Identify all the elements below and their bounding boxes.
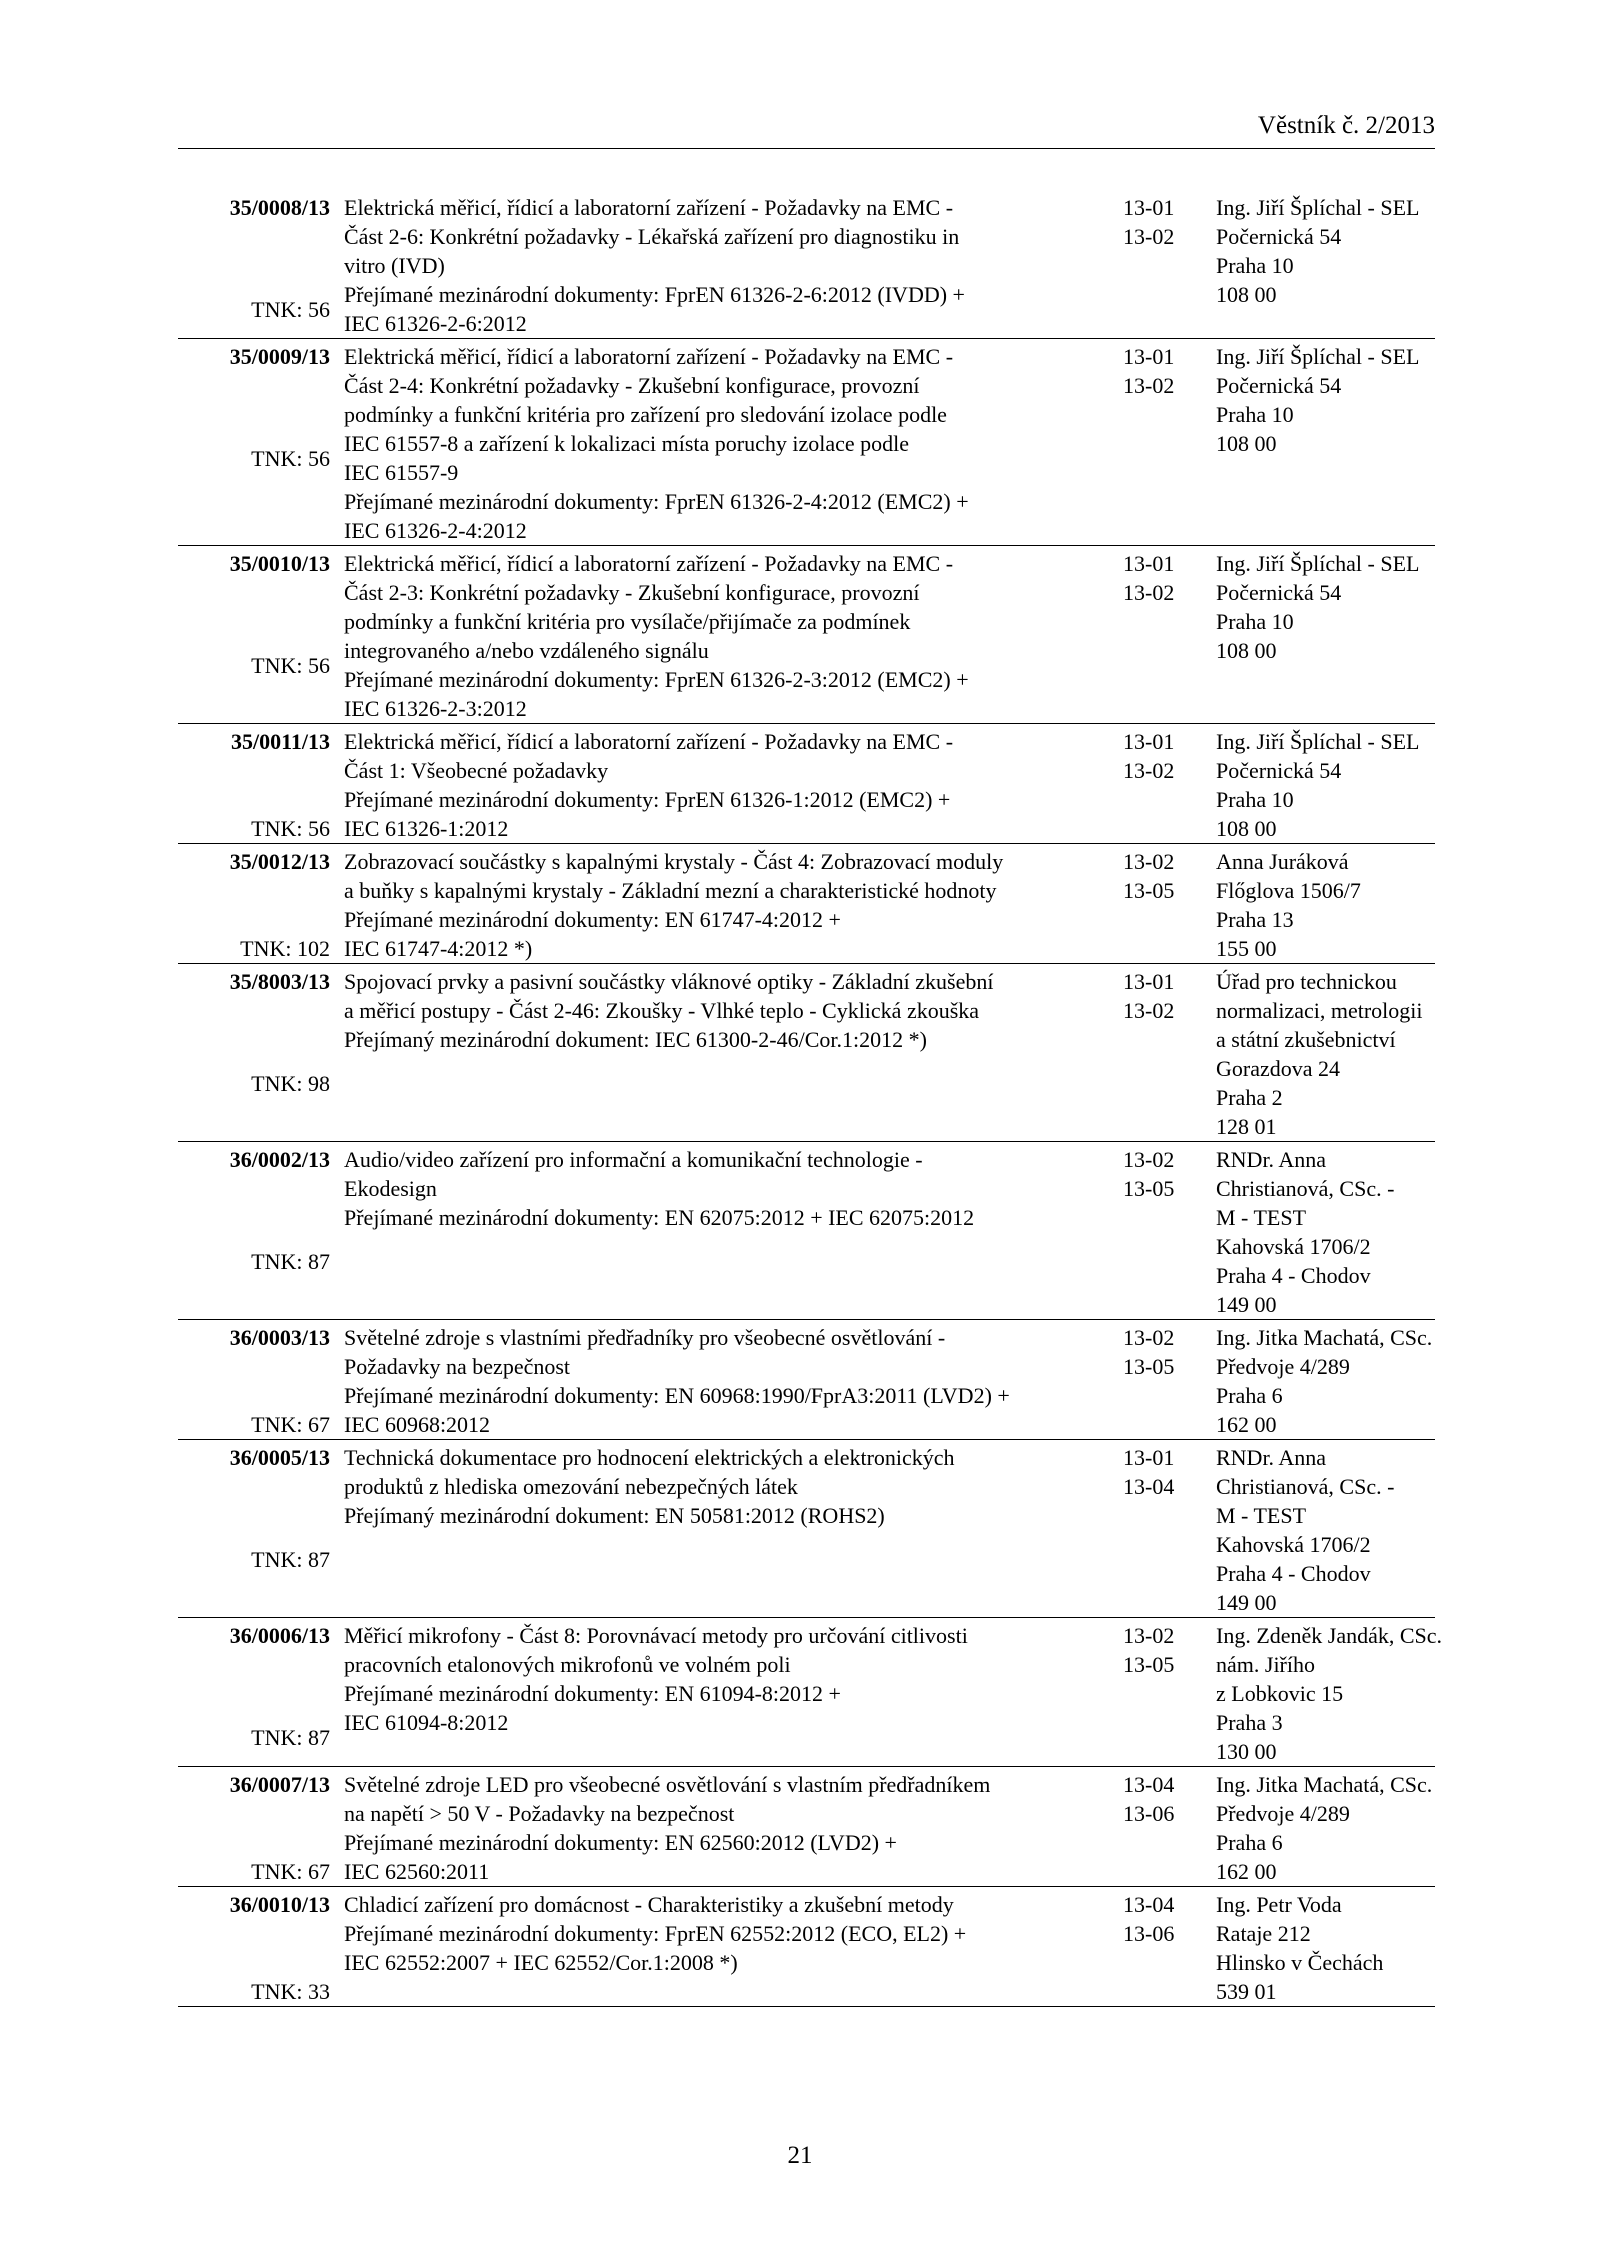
tnk-number: TNK: 33 xyxy=(251,1979,330,2004)
contact-line: Gorazdova 24 xyxy=(1216,1056,1341,1081)
date-value: 13-02 xyxy=(1123,373,1175,398)
contact-line: a státní zkušebnictví xyxy=(1216,1027,1396,1052)
contact-line: Praha 4 - Chodov xyxy=(1216,1263,1371,1288)
date-value: 13-01 xyxy=(1123,969,1175,994)
tnk-number: TNK: 87 xyxy=(251,1724,330,1750)
table-row xyxy=(178,1618,1435,1767)
description-line: a buňky s kapalnými krystaly - Základní mezní a charakteristické hodnoty xyxy=(344,878,997,903)
standard-number: 35/0008/13 xyxy=(229,195,330,220)
contact-line: Předvoje 4/289 xyxy=(1216,1354,1350,1379)
contact-line: Ing. Jiří Šplíchal - SEL xyxy=(1216,551,1420,576)
description-line: Světelné zdroje s vlastními předřadníky pro všeobecné osvětlování - xyxy=(344,1325,946,1350)
contact-line: Praha 2 xyxy=(1216,1085,1283,1110)
standard-description-cell xyxy=(344,1142,1096,1320)
standard-number: 36/0006/13 xyxy=(229,1623,330,1648)
tnk-number: TNK: 67 xyxy=(251,1412,330,1437)
dates-cell xyxy=(1096,1767,1216,1887)
standard-description-cell xyxy=(344,724,1096,844)
date-value: 13-01 xyxy=(1123,344,1175,369)
standard-id-cell xyxy=(178,546,344,724)
contact-line: Počernická 54 xyxy=(1216,224,1342,249)
contact-line: Rataje 212 xyxy=(1216,1921,1311,1946)
contact-line: M - TEST xyxy=(1216,1205,1307,1230)
description-line: Přejímaný mezinárodní dokument: EN 50581:2012 (ROHS2) xyxy=(344,1503,885,1528)
dates-cell xyxy=(1096,1618,1216,1767)
dates-cell xyxy=(1096,724,1216,844)
description-line: Přejímané mezinárodní dokumenty: FprEN 62552:2012 (ECO, EL2) + xyxy=(344,1921,967,1946)
description-line: Spojovací prvky a pasivní součástky vláknové optiky - Základní zkušební xyxy=(344,969,994,994)
date-value: 13-05 xyxy=(1123,1354,1175,1379)
contact-line: Předvoje 4/289 xyxy=(1216,1801,1350,1826)
contact-line: 108 00 xyxy=(1216,816,1277,841)
table-row xyxy=(178,546,1435,724)
page-header xyxy=(178,110,1435,149)
description-line: IEC 61747-4:2012 *) xyxy=(344,936,533,961)
table-row xyxy=(178,964,1435,1142)
date-value: 13-02 xyxy=(1123,1623,1175,1648)
table-row xyxy=(178,339,1435,546)
contact-line: Christianová, CSc. - xyxy=(1216,1176,1395,1201)
description-line: Světelné zdroje LED pro všeobecné osvětlování s vlastním předřadníkem xyxy=(344,1772,991,1797)
contact-line: 155 00 xyxy=(1216,936,1277,961)
standard-description-cell xyxy=(344,187,1096,339)
contact-line: Hlinsko v Čechách xyxy=(1216,1950,1384,1975)
description-line: vitro (IVD) xyxy=(344,253,445,278)
description-line: Přejímané mezinárodní dokumenty: EN 62075:2012 + IEC 62075:2012 xyxy=(344,1205,975,1230)
tnk-number: TNK: 56 xyxy=(251,445,330,471)
description-line: IEC 61326-2-4:2012 xyxy=(344,518,527,543)
dates-cell xyxy=(1096,187,1216,339)
contact-line: RNDr. Anna xyxy=(1216,1445,1326,1470)
date-value: 13-02 xyxy=(1123,1325,1175,1350)
description-line: IEC 61557-8 a zařízení k lokalizaci místa poruchy izolace podle xyxy=(344,431,910,456)
contact-cell xyxy=(1216,339,1435,546)
description-line: IEC 62552:2007 + IEC 62552/Cor.1:2008 *) xyxy=(344,1950,738,1975)
contact-line: 108 00 xyxy=(1216,282,1277,307)
contact-line: Počernická 54 xyxy=(1216,758,1342,783)
dates-cell xyxy=(1096,1887,1216,2007)
contact-line: Praha 13 xyxy=(1216,907,1294,932)
contact-cell xyxy=(1216,546,1435,724)
contact-line: Počernická 54 xyxy=(1216,373,1342,398)
description-line: na napětí > 50 V - Požadavky na bezpečnost xyxy=(344,1801,735,1826)
contact-line: 149 00 xyxy=(1216,1590,1277,1615)
tnk-number: TNK: 98 xyxy=(251,1070,330,1096)
table-row xyxy=(178,1142,1435,1320)
description-line: pracovních etalonových mikrofonů ve volném poli xyxy=(344,1652,791,1677)
standard-number: 35/0010/13 xyxy=(229,551,330,576)
contact-cell xyxy=(1216,844,1435,964)
contact-line: z Lobkovic 15 xyxy=(1216,1681,1344,1706)
contact-line: 128 01 xyxy=(1216,1114,1277,1139)
standard-id-cell xyxy=(178,1767,344,1887)
description-line: Elektrická měřicí, řídicí a laboratorní zařízení - Požadavky na EMC - xyxy=(344,551,954,576)
standard-description-cell xyxy=(344,1887,1096,2007)
date-value: 13-05 xyxy=(1123,1652,1175,1677)
table-row xyxy=(178,1887,1435,2007)
standard-id-cell xyxy=(178,1320,344,1440)
date-value: 13-01 xyxy=(1123,195,1175,220)
standard-description-cell xyxy=(344,964,1096,1142)
standard-number: 35/0012/13 xyxy=(229,849,330,874)
description-line: Přejímané mezinárodní dokumenty: FprEN 61326-1:2012 (EMC2) + xyxy=(344,787,951,812)
contact-line: Ing. Jiří Šplíchal - SEL xyxy=(1216,195,1420,220)
description-line: podmínky a funkční kritéria pro vysílače/přijímače za podmínek xyxy=(344,609,911,634)
date-value: 13-05 xyxy=(1123,878,1175,903)
standard-id-cell xyxy=(178,724,344,844)
standard-description-cell xyxy=(344,1440,1096,1618)
contact-cell xyxy=(1216,1320,1435,1440)
contact-line: 539 01 xyxy=(1216,1979,1277,2004)
dates-cell xyxy=(1096,339,1216,546)
description-line: Elektrická měřicí, řídicí a laboratorní zařízení - Požadavky na EMC - xyxy=(344,195,954,220)
description-line: podmínky a funkční kritéria pro zařízení pro sledování izolace podle xyxy=(344,402,947,427)
description-line: Přejímané mezinárodní dokumenty: EN 62560:2012 (LVD2) + xyxy=(344,1830,897,1855)
description-line: IEC 61326-2-6:2012 xyxy=(344,311,527,336)
contact-line: M - TEST xyxy=(1216,1503,1307,1528)
tnk-number: TNK: 102 xyxy=(240,936,330,961)
contact-cell xyxy=(1216,1767,1435,1887)
contact-line: Praha 10 xyxy=(1216,787,1294,812)
description-line: IEC 61094-8:2012 xyxy=(344,1710,509,1735)
contact-line: 149 00 xyxy=(1216,1292,1277,1317)
contact-cell xyxy=(1216,187,1435,339)
date-value: 13-01 xyxy=(1123,551,1175,576)
description-line: Přejímané mezinárodní dokumenty: FprEN 61326-2-6:2012 (IVDD) + xyxy=(344,282,965,307)
date-value: 13-02 xyxy=(1123,849,1175,874)
standard-number: 36/0005/13 xyxy=(229,1445,330,1470)
page-number: 21 xyxy=(787,2142,813,2169)
description-line: Elektrická měřicí, řídicí a laboratorní zařízení - Požadavky na EMC - xyxy=(344,344,954,369)
standard-number: 35/8003/13 xyxy=(229,969,330,994)
bulletin-title: Věstník č. 2/2013 xyxy=(1257,112,1435,139)
standards-table xyxy=(178,187,1443,2007)
contact-line: Praha 6 xyxy=(1216,1383,1283,1408)
table-row xyxy=(178,724,1435,844)
contact-line: Ing. Jitka Machatá, CSc. xyxy=(1216,1772,1433,1797)
contact-cell xyxy=(1216,724,1435,844)
description-line: Technická dokumentace pro hodnocení elektrických a elektronických xyxy=(344,1445,955,1470)
standard-description-cell xyxy=(344,1618,1096,1767)
date-value: 13-05 xyxy=(1123,1176,1175,1201)
contact-line: Praha 10 xyxy=(1216,402,1294,427)
date-value: 13-02 xyxy=(1123,224,1175,249)
description-line: IEC 61326-2-3:2012 xyxy=(344,696,527,721)
dates-cell xyxy=(1096,964,1216,1142)
contact-line: Kahovská 1706/2 xyxy=(1216,1234,1371,1259)
contact-line: Praha 10 xyxy=(1216,253,1294,278)
description-line: Přejímané mezinárodní dokumenty: EN 60968:1990/FprA3:2011 (LVD2) + xyxy=(344,1383,1010,1408)
date-value: 13-01 xyxy=(1123,729,1175,754)
tnk-number: TNK: 56 xyxy=(251,816,330,841)
description-line: a měřicí postupy - Část 2-46: Zkoušky - Vlhké teplo - Cyklická zkouška xyxy=(344,998,980,1023)
standard-id-cell xyxy=(178,187,344,339)
contact-line: 108 00 xyxy=(1216,638,1277,663)
contact-line: Anna Juráková xyxy=(1216,849,1349,874)
contact-line: Flőglova 1506/7 xyxy=(1216,878,1361,903)
standard-description-cell xyxy=(344,1767,1096,1887)
description-line: Přejímané mezinárodní dokumenty: EN 61747-4:2012 + xyxy=(344,907,841,932)
tnk-number: TNK: 56 xyxy=(251,652,330,678)
contact-line: 130 00 xyxy=(1216,1739,1277,1764)
table-row xyxy=(178,187,1435,339)
description-line: Chladicí zařízení pro domácnost - Charakteristiky a zkušební metody xyxy=(344,1892,954,1917)
contact-line: Ing. Jitka Machatá, CSc. xyxy=(1216,1325,1433,1350)
date-value: 13-02 xyxy=(1123,580,1175,605)
table-row xyxy=(178,1767,1435,1887)
contact-line: 162 00 xyxy=(1216,1412,1277,1437)
standard-id-cell xyxy=(178,1887,344,2007)
standard-id-cell xyxy=(178,1618,344,1767)
contact-line: Praha 3 xyxy=(1216,1710,1283,1735)
standard-number: 36/0010/13 xyxy=(229,1892,330,1917)
dates-cell xyxy=(1096,1142,1216,1320)
table-row xyxy=(178,844,1435,964)
contact-line: normalizaci, metrologii xyxy=(1216,998,1423,1023)
date-value: 13-01 xyxy=(1123,1445,1175,1470)
contact-line: 108 00 xyxy=(1216,431,1277,456)
date-value: 13-06 xyxy=(1123,1921,1175,1946)
contact-line: RNDr. Anna xyxy=(1216,1147,1326,1172)
description-line: Část 2-6: Konkrétní požadavky - Lékařská zařízení pro diagnostiku in xyxy=(344,224,960,249)
standard-id-cell xyxy=(178,844,344,964)
description-line: IEC 60968:2012 xyxy=(344,1412,491,1437)
tnk-number: TNK: 67 xyxy=(251,1859,330,1884)
standard-id-cell xyxy=(178,339,344,546)
standard-number: 35/0011/13 xyxy=(230,729,330,754)
standard-description-cell xyxy=(344,1320,1096,1440)
standard-description-cell xyxy=(344,546,1096,724)
description-line: IEC 62560:2011 xyxy=(344,1859,490,1884)
contact-line: Ing. Jiří Šplíchal - SEL xyxy=(1216,344,1420,369)
date-value: 13-02 xyxy=(1123,1147,1175,1172)
description-line: Část 2-3: Konkrétní požadavky - Zkušební konfigurace, provozní xyxy=(344,580,920,605)
contact-line: Praha 10 xyxy=(1216,609,1294,634)
standard-number: 36/0007/13 xyxy=(229,1772,330,1797)
table-row xyxy=(178,1320,1435,1440)
standard-id-cell xyxy=(178,964,344,1142)
description-line: Audio/video zařízení pro informační a komunikační technologie - xyxy=(344,1147,923,1172)
description-line: Elektrická měřicí, řídicí a laboratorní zařízení - Požadavky na EMC - xyxy=(344,729,954,754)
description-line: Požadavky na bezpečnost xyxy=(344,1354,571,1379)
description-line: Přejímaný mezinárodní dokument: IEC 61300-2-46/Cor.1:2012 *) xyxy=(344,1027,927,1052)
tnk-number: TNK: 56 xyxy=(251,296,330,322)
tnk-number: TNK: 87 xyxy=(251,1546,330,1572)
description-line: IEC 61557-9 xyxy=(344,460,459,485)
standard-number: 36/0003/13 xyxy=(229,1325,330,1350)
description-line: Přejímané mezinárodní dokumenty: FprEN 61326-2-3:2012 (EMC2) + xyxy=(344,667,969,692)
date-value: 13-04 xyxy=(1123,1892,1175,1917)
contact-line: Ing. Jiří Šplíchal - SEL xyxy=(1216,729,1420,754)
description-line: integrovaného a/nebo vzdáleného signálu xyxy=(344,638,709,663)
contact-line: Počernická 54 xyxy=(1216,580,1342,605)
tnk-number: TNK: 87 xyxy=(251,1248,330,1274)
standard-description-cell xyxy=(344,844,1096,964)
standard-id-cell xyxy=(178,1440,344,1618)
description-line: Část 1: Všeobecné požadavky xyxy=(344,758,609,783)
dates-cell xyxy=(1096,1440,1216,1618)
standard-number: 36/0002/13 xyxy=(229,1147,330,1172)
description-line: Ekodesign xyxy=(344,1176,437,1201)
dates-cell xyxy=(1096,844,1216,964)
date-value: 13-04 xyxy=(1123,1474,1175,1499)
description-line: produktů z hlediska omezování nebezpečných látek xyxy=(344,1474,798,1499)
contact-line: nám. Jiřího xyxy=(1216,1652,1315,1677)
contact-line: Kahovská 1706/2 xyxy=(1216,1532,1371,1557)
date-value: 13-02 xyxy=(1123,998,1175,1023)
contact-cell xyxy=(1216,1440,1435,1618)
date-value: 13-04 xyxy=(1123,1772,1175,1797)
contact-line: Christianová, CSc. - xyxy=(1216,1474,1395,1499)
table-row xyxy=(178,1440,1435,1618)
dates-cell xyxy=(1096,1320,1216,1440)
description-line: Zobrazovací součástky s kapalnými krystaly - Část 4: Zobrazovací moduly xyxy=(344,849,1004,874)
date-value: 13-06 xyxy=(1123,1801,1175,1826)
description-line: Část 2-4: Konkrétní požadavky - Zkušební konfigurace, provozní xyxy=(344,373,920,398)
contact-line: Praha 4 - Chodov xyxy=(1216,1561,1371,1586)
dates-cell xyxy=(1096,546,1216,724)
contact-line: Ing. Zdeněk Jandák, CSc. xyxy=(1216,1623,1443,1648)
standard-number: 35/0009/13 xyxy=(229,344,330,369)
contact-line: Praha 6 xyxy=(1216,1830,1283,1855)
standard-description-cell xyxy=(344,339,1096,546)
date-value: 13-02 xyxy=(1123,758,1175,783)
contact-cell xyxy=(1216,1142,1435,1320)
contact-cell xyxy=(1216,964,1435,1142)
description-line: Přejímané mezinárodní dokumenty: FprEN 61326-2-4:2012 (EMC2) + xyxy=(344,489,969,514)
contact-cell xyxy=(1216,1618,1443,1767)
description-line: Přejímané mezinárodní dokumenty: EN 61094-8:2012 + xyxy=(344,1681,841,1706)
contact-line: Úřad pro technickou xyxy=(1216,969,1397,994)
contact-cell xyxy=(1216,1887,1435,2007)
standard-id-cell xyxy=(178,1142,344,1320)
contact-line: Ing. Petr Voda xyxy=(1216,1892,1342,1917)
contact-line: 162 00 xyxy=(1216,1859,1277,1884)
description-line: IEC 61326-1:2012 xyxy=(344,816,509,841)
description-line: Měřicí mikrofony - Část 8: Porovnávací metody pro určování citlivosti xyxy=(344,1623,968,1648)
